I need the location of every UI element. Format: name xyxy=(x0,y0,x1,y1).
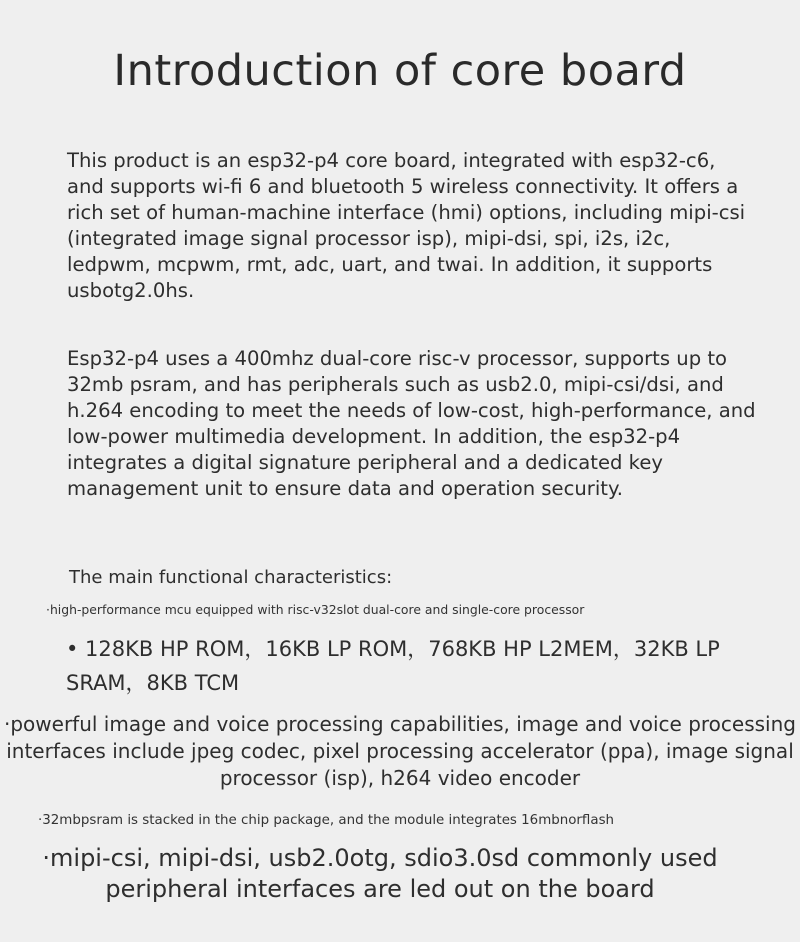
feature-image-voice: ·powerful image and voice processing capabilities, image and voice processing interfaces include jpeg codec, pixel processing accelerator (ppa), image signal processor (isp), h264 video encoder xyxy=(4,712,796,790)
feature-memory: • 128KB HP ROM，16KB LP ROM，768KB HP L2MEM，32KB LP SRAM，8KB TCM xyxy=(66,637,720,695)
intro-paragraph: This product is an esp32-p4 core board, integrated with esp32-c6, and supports wi-fi 6 and bluetooth 5 wireless connectivity. It offers a rich set of human-machine interface (hmi) options, including mipi-csi (integrated image signal processor isp), mipi-dsi, spi, i2s, i2c, ledpwm, mcpwm, rmt, adc, uart, and twai. In addition, it supports usbotg2.0hs. xyxy=(67,149,746,302)
feature-psram: ·32mbpsram is stacked in the chip package, and the module integrates 16mbnorflash xyxy=(38,813,615,828)
page-title: Introduction of core board xyxy=(113,46,687,96)
feature-peripherals: ·mipi-csi, mipi-dsi, usb2.0otg, sdio3.0sd commonly used peripheral interfaces are led out on the board xyxy=(42,844,718,903)
processor-paragraph: Esp32-p4 uses a 400mhz dual-core risc-v processor, supports up to 32mb psram, and has peripherals such as usb2.0, mipi-csi/dsi, and h.264 encoding to meet the needs of low-cost, high-performance, and low-power multimedia development. In addition, the esp32-p4 integrates a digital signature peripheral and a dedicated key management unit to ensure data and operation security. xyxy=(67,347,756,500)
feature-mcu: ·high-performance mcu equipped with risc-v32slot dual-core and single-core processor xyxy=(46,602,585,617)
features-heading: The main functional characteristics: xyxy=(69,567,393,588)
